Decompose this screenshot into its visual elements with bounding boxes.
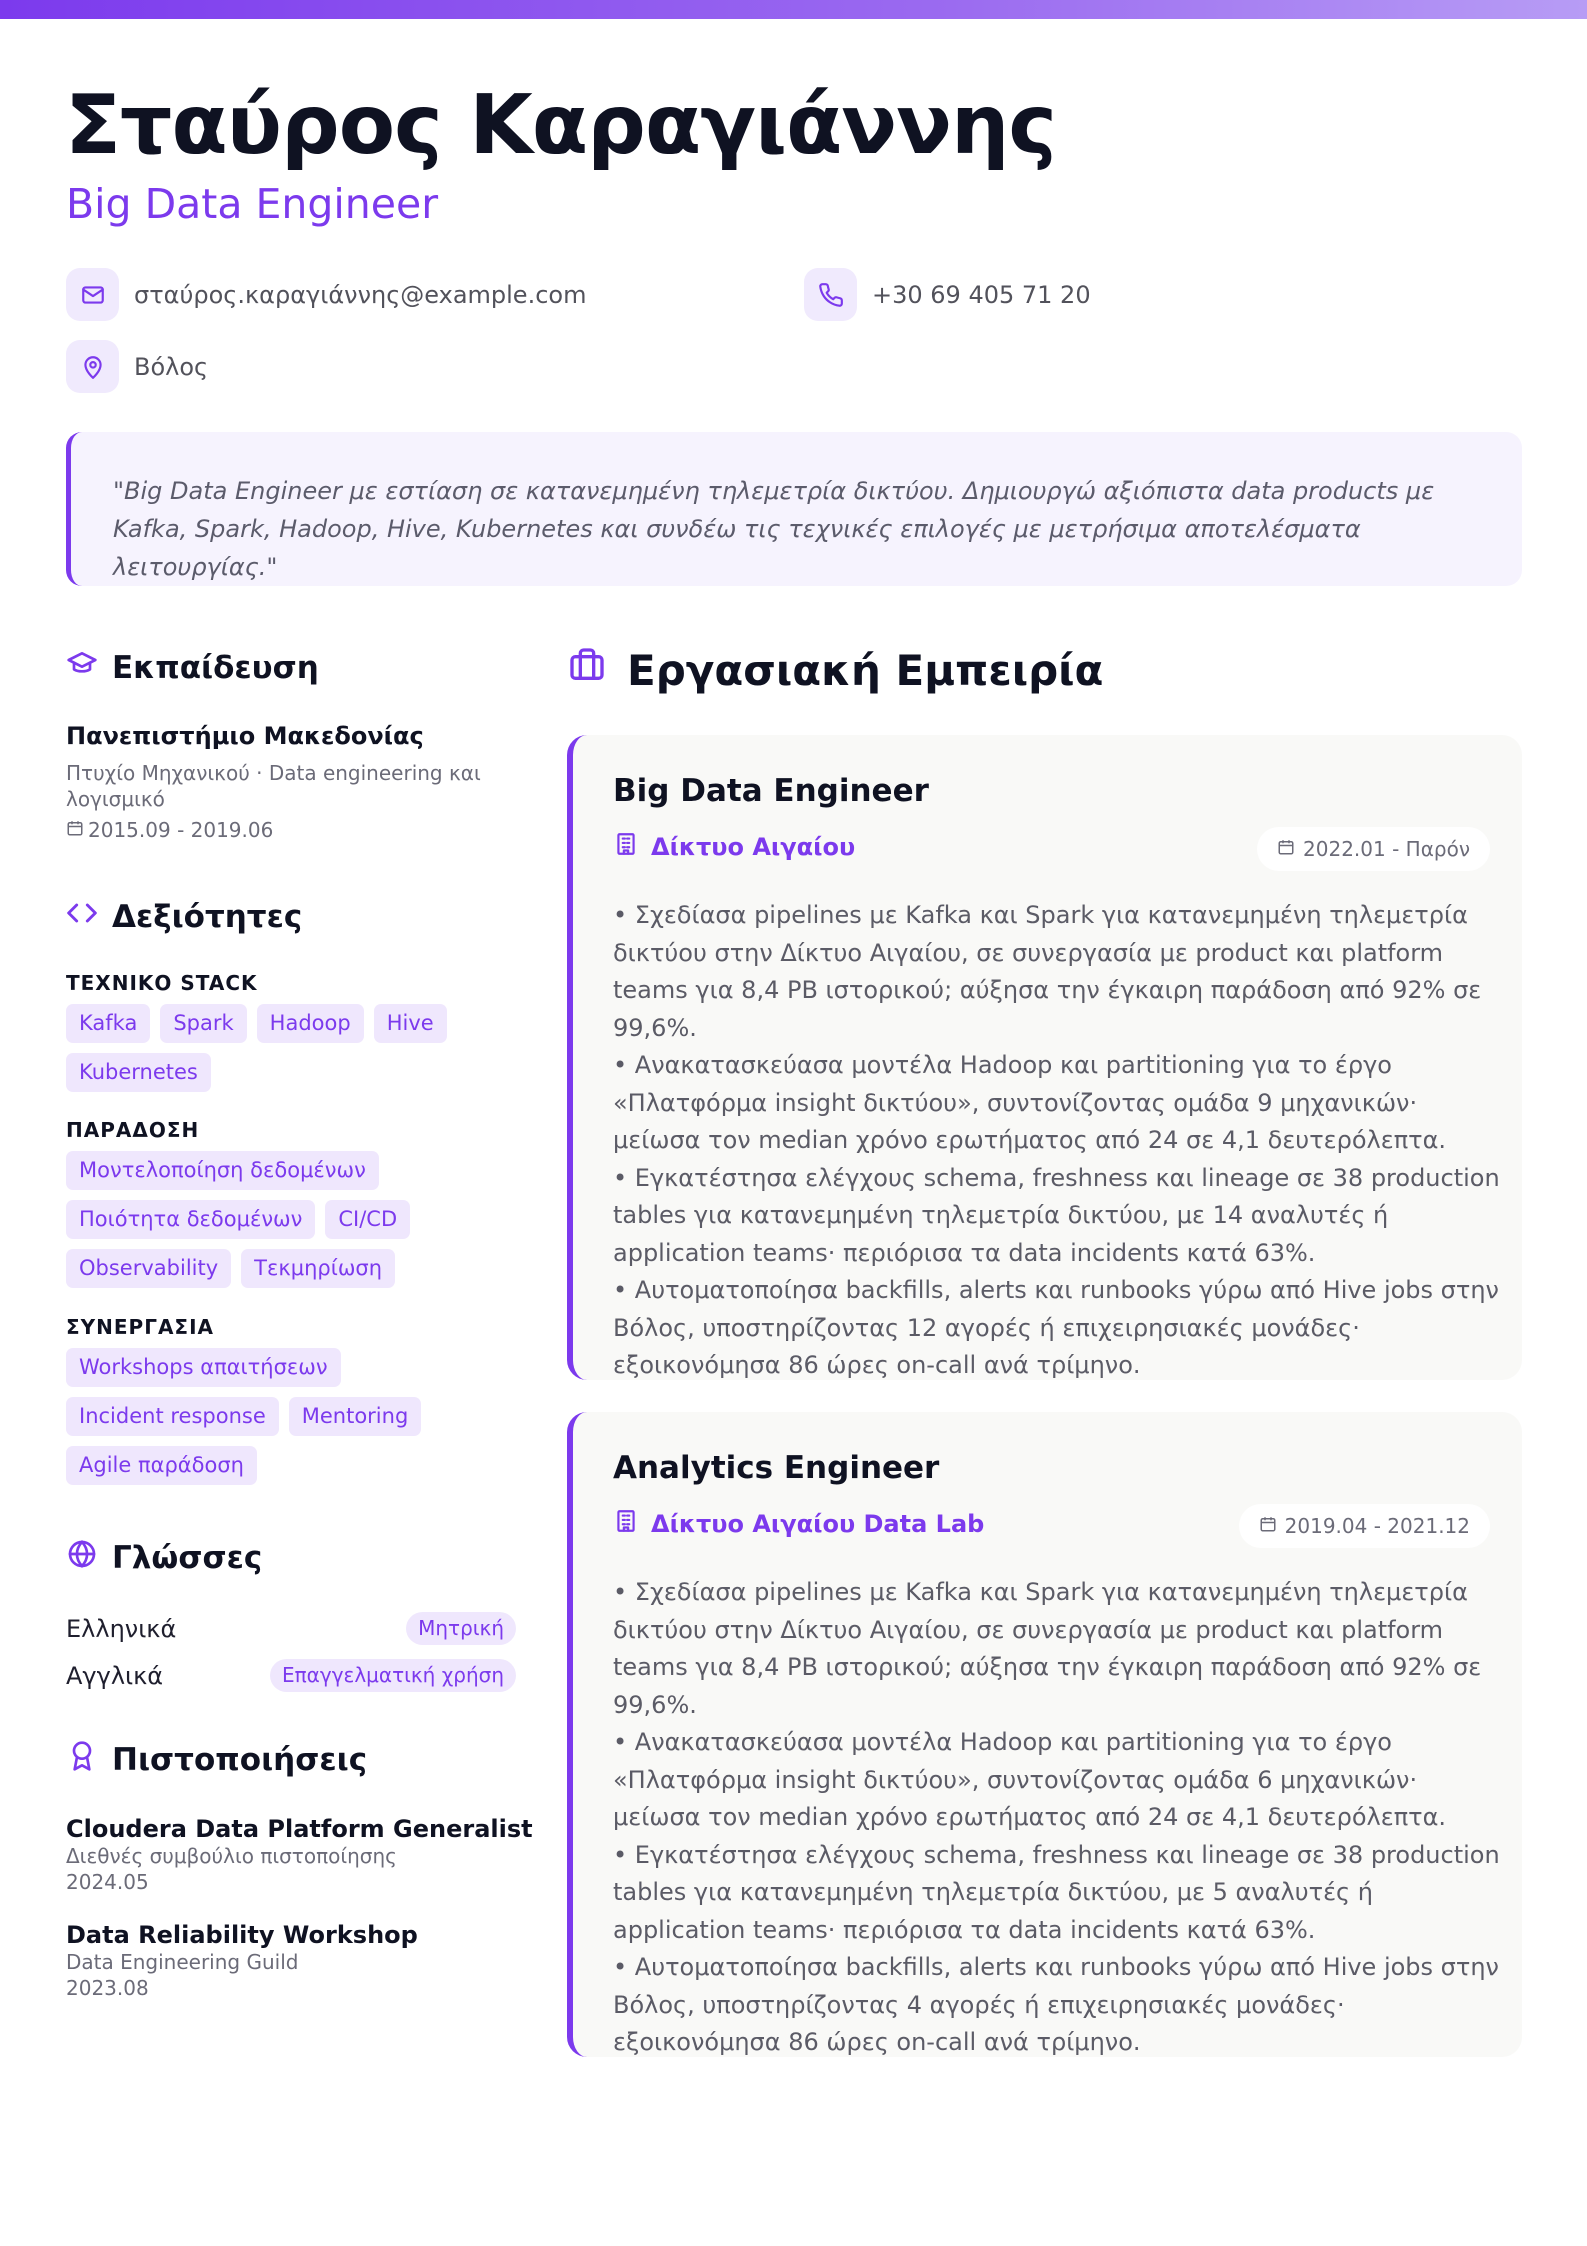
education-dates: 2015.09 - 2019.06 [66, 818, 273, 842]
skills-heading: Δεξιότητες [66, 897, 302, 937]
skill-group-label: ΣΥΝΕΡΓΑΣΙΑ [66, 1315, 215, 1339]
award-icon [66, 1740, 98, 1780]
job-dates: 2019.04 - 2021.12 [1239, 1504, 1490, 1548]
skill-chip: Agile παράδοση [66, 1446, 257, 1485]
phone-icon [804, 268, 857, 321]
code-icon [66, 897, 98, 937]
calendar-icon [66, 818, 84, 842]
location-text: Βόλος [134, 352, 209, 381]
top-accent-bar [0, 0, 1587, 19]
email-text: σταύρος.καραγιάννης@example.com [134, 280, 587, 309]
skill-group-label: ΠΑΡΑΔΟΣΗ [66, 1118, 200, 1142]
contact-location [66, 340, 208, 393]
job-bullet: • Αυτοματοποίησα backfills, alerts και runbooks γύρω από Hive jobs στην Βόλος, υποστηρίζοντας 12 αγορές ή επιχειρησιακές μονάδες· εξοικονόμησα 86 ώρες on-call ανά τρίμηνο. [613, 1276, 1499, 1379]
job-company: Δίκτυο Αιγαίου [613, 831, 855, 863]
map-pin-icon [66, 340, 119, 393]
job-role: Big Data Engineer [613, 773, 929, 809]
job-bullet: • Αυτοματοποίησα backfills, alerts και runbooks γύρω από Hive jobs στην Βόλος, υποστηρίζοντας 4 αγορές ή επιχειρησιακές μονάδες· εξοικονόμησα 86 ώρες on-call ανά τρίμηνο. [613, 1953, 1499, 2056]
education-school: Πανεπιστήμιο Μακεδονίας [66, 722, 424, 750]
languages-heading: Γλώσσες [66, 1538, 262, 1578]
job-company: Δίκτυο Αιγαίου Data Lab [613, 1508, 984, 1540]
job-bullet: • Σχεδίασα pipelines με Kafka και Spark για κατανεμημένη τηλεμετρία δικτύου στην Δίκτυο Αιγαίου, σε συνεργασία με product και platform teams για 8,4 PB ιστορικού; αύξησα την έγκαιρη παράδοση από 92% σε 99,6%. [613, 1578, 1482, 1719]
profile-summary: "Big Data Engineer με εστίαση σε κατανεμημένη τηλεμετρία δικτύου. Δημιουργώ αξιόπιστα data products με Kafka, Spark, Hadoop, Hive, Kubernetes και συνδέω τις τεχνικές επιλογές με μετρήσιμα αποτελέσματα λειτουργίας." [66, 432, 1522, 586]
job-bullet: • Σχεδίασα pipelines με Kafka και Spark για κατανεμημένη τηλεμετρία δικτύου στην Δίκτυο Αιγαίου, σε συνεργασία με product και platform teams για 8,4 PB ιστορικού; αύξησα την έγκαιρη παράδοση από 92% σε 99,6%. [613, 901, 1482, 1042]
skill-chip: Incident response [66, 1397, 279, 1436]
job-bullet: • Εγκατέστησα ελέγχους schema, freshness και lineage σε 38 production tables για κατανεμημένη τηλεμετρία δικτύου, με 5 αναλυτές ή application teams· περιόρισα τα data incidents κατά 63%. [613, 1840, 1500, 1944]
skill-chip: Μοντελοποίηση δεδομένων [66, 1151, 379, 1190]
job-role: Analytics Engineer [613, 1450, 940, 1486]
skill-chip: Hive [374, 1004, 447, 1043]
skill-chip: Workshops απαιτήσεων [66, 1348, 341, 1387]
certification-org: Διεθνές συμβούλιο πιστοποίησης [66, 1844, 397, 1868]
certifications-heading: Πιστοποιήσεις [66, 1740, 367, 1780]
certification-name: Cloudera Data Platform Generalist [66, 1815, 533, 1843]
candidate-name: Σταύρος Καραγιάννης [65, 78, 1056, 173]
language-row [66, 1659, 516, 1692]
job-bullets [613, 897, 1503, 1385]
language-name: Ελληνικά [66, 1614, 177, 1643]
building-icon [613, 1508, 639, 1540]
language-row [66, 1612, 516, 1645]
skill-chip: Kafka [66, 1004, 150, 1043]
skill-chip: Mentoring [289, 1397, 422, 1436]
language-level-badge: Μητρική [406, 1612, 516, 1645]
skill-chip: Kubernetes [66, 1053, 211, 1092]
skill-group-tech [66, 968, 526, 1092]
job-bullet: • Εγκατέστησα ελέγχους schema, freshness και lineage σε 38 production tables για κατανεμημένη τηλεμετρία δικτύου, με 14 αναλυτές ή application teams· περιόρισα τα data incidents κατά 63%. [613, 1163, 1500, 1267]
skill-chip: Observability [66, 1249, 231, 1288]
experience-card [567, 1412, 1522, 2057]
calendar-icon [1277, 837, 1295, 861]
skill-chip: Hadoop [257, 1004, 364, 1043]
skill-group-collaboration [66, 1312, 526, 1485]
skill-chip: Spark [160, 1004, 246, 1043]
job-bullet: • Ανακατασκεύασα μοντέλα Hadoop και partitioning για το έργο «Πλατφόρμα insight δικτύου», συντονίζοντας ομάδα 6 μηχανικών· μείωσα τον median χρόνο ερωτήματος από 24 σε 4,1 δευτερόλεπτα. [613, 1728, 1447, 1831]
globe-icon [66, 1538, 98, 1578]
skill-group-label: ΤΕΧΝΙΚΟ STACK [66, 971, 258, 995]
graduation-cap-icon [66, 648, 98, 688]
certification-name: Data Reliability Workshop [66, 1921, 418, 1949]
candidate-title: Big Data Engineer [66, 180, 439, 228]
skill-chip: Ποιότητα δεδομένων [66, 1200, 315, 1239]
building-icon [613, 831, 639, 863]
skill-group-delivery [66, 1115, 526, 1288]
certification-item [66, 1921, 526, 2001]
certification-date: 2023.08 [66, 1976, 149, 2000]
experience-heading: Εργασιακή Εμπειρία [567, 645, 1103, 695]
certification-item [66, 1815, 533, 1895]
skill-chip: Τεκμηρίωση [241, 1249, 395, 1288]
job-bullets [613, 1574, 1503, 2062]
language-level-badge: Επαγγελματική χρήση [270, 1659, 516, 1692]
job-dates: 2022.01 - Παρόν [1257, 827, 1490, 871]
skill-chip: CI/CD [325, 1200, 410, 1239]
education-heading: Εκπαίδευση [66, 648, 319, 688]
mail-icon [66, 268, 119, 321]
experience-card [567, 735, 1522, 1380]
briefcase-icon [567, 645, 607, 695]
contact-email[interactable] [66, 268, 586, 321]
job-bullet: • Ανακατασκεύασα μοντέλα Hadoop και partitioning για το έργο «Πλατφόρμα insight δικτύου», συντονίζοντας ομάδα 9 μηχανικών· μείωσα τον median χρόνο ερωτήματος από 24 σε 4,1 δευτερόλεπτα. [613, 1051, 1447, 1154]
certification-org: Data Engineering Guild [66, 1950, 299, 1974]
certification-date: 2024.05 [66, 1870, 149, 1894]
language-name: Αγγλικά [66, 1661, 164, 1690]
education-degree: Πτυχίο Μηχανικού · Data engineering και λογισμικό [66, 761, 481, 811]
calendar-icon [1259, 1514, 1277, 1538]
phone-text: +30 69 405 71 20 [872, 280, 1091, 309]
contact-phone[interactable] [804, 268, 1091, 321]
